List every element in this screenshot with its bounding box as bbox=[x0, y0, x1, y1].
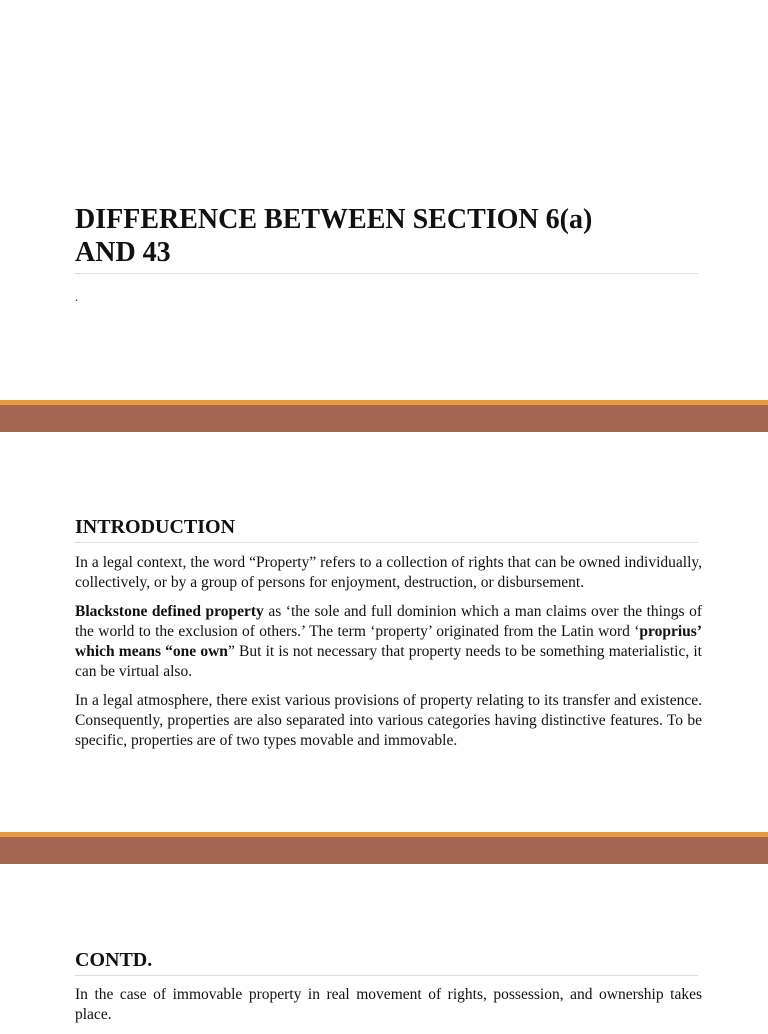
title-line-2: AND 43 bbox=[75, 237, 171, 268]
contd-rule bbox=[75, 975, 698, 976]
intro-paragraph-2 bbox=[75, 602, 702, 682]
intro-paragraph-1: In a legal context, the word “Property” refers to a collection of rights that can be owned individually, collectively, or by a group of persons for enjoyment, destruction, or disbursement. bbox=[75, 554, 702, 591]
title-line-1: DIFFERENCE BETWEEN SECTION 6(a) bbox=[75, 204, 593, 235]
slide-introduction bbox=[0, 432, 768, 832]
contd-paragraph-1: In the case of immovable property in real movement of rights, possession, and ownership takes place. bbox=[75, 986, 702, 1023]
contd-heading: CONTD. bbox=[75, 949, 153, 971]
slide-title bbox=[0, 0, 768, 400]
intro-p2-bold-b: proprius’ which means “one own bbox=[75, 623, 702, 660]
slide-subtitle: . bbox=[75, 289, 79, 304]
intro-p2-text-b: ” But it is not necessary that property needs to be something materialistic, it can be virtual also. bbox=[75, 643, 702, 680]
intro-p2-text-a: as ‘the sole and full dominion which a man claims over the things of the world to the exclusion of others.’ The term ‘property’ originated from the Latin word ‘ bbox=[75, 603, 702, 640]
intro-p2-bold-a: Blackstone defined property bbox=[75, 603, 264, 620]
slide-divider-stripe bbox=[0, 400, 768, 405]
intro-paragraph-3: In a legal atmosphere, there exist various provisions of property relating to its transfer and existence. Consequently, properties are also separated into various categories having distinctive features. To be specific, properties are of two types movable and immovable. bbox=[75, 692, 702, 749]
slide-title-heading bbox=[75, 203, 695, 269]
slide-divider bbox=[0, 400, 768, 432]
slide-divider-stripe bbox=[0, 832, 768, 837]
introduction-rule bbox=[75, 542, 698, 543]
contd-body bbox=[75, 985, 702, 1034]
slide-divider bbox=[0, 832, 768, 864]
slide-contd bbox=[0, 864, 768, 1024]
introduction-body bbox=[75, 553, 702, 760]
title-rule bbox=[75, 273, 698, 274]
introduction-heading: INTRODUCTION bbox=[75, 516, 236, 538]
